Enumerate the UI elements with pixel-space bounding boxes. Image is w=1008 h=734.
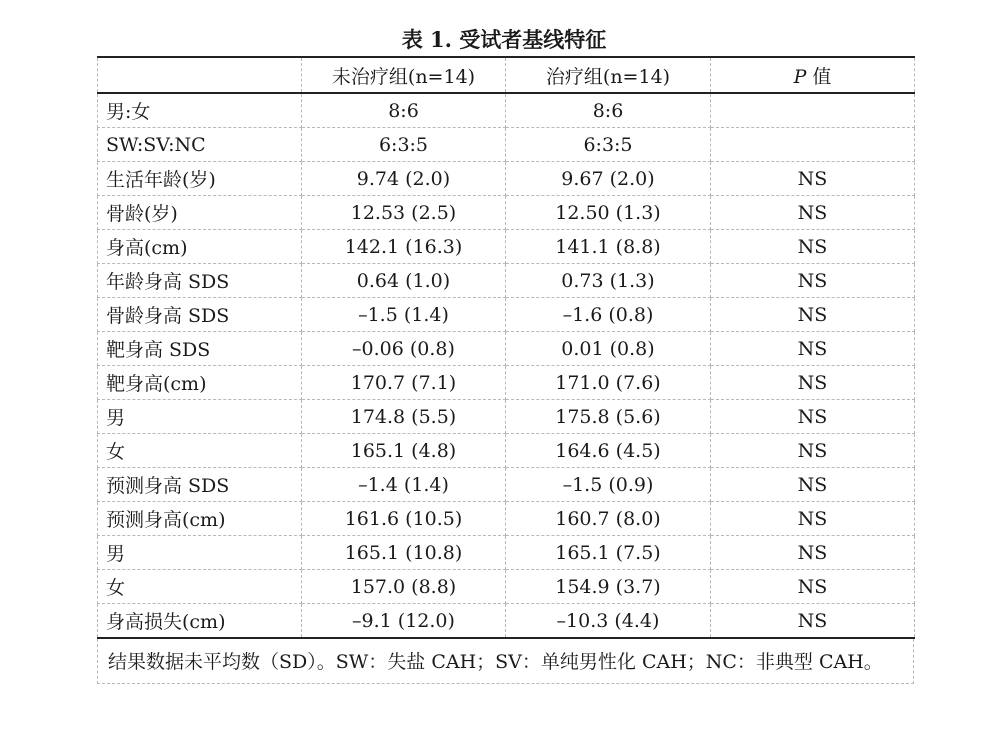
table-body: [98, 93, 915, 638]
row-label: 女: [98, 570, 302, 604]
table-row: [98, 468, 915, 502]
untreated-value: –1.4 (1.4): [302, 468, 506, 502]
baseline-characteristics-table: [97, 56, 915, 639]
header-p-letter: P: [793, 65, 807, 88]
treated-value: 164.6 (4.5): [506, 434, 711, 468]
untreated-value: –9.1 (12.0): [302, 604, 506, 639]
treated-value: 8:6: [506, 93, 711, 128]
header-treated-group: 治疗组(n=14): [506, 57, 711, 93]
treated-value: 175.8 (5.6): [506, 400, 711, 434]
row-label: 男: [98, 536, 302, 570]
row-label: 生活年龄(岁): [98, 162, 302, 196]
untreated-value: 174.8 (5.5): [302, 400, 506, 434]
treated-value: 160.7 (8.0): [506, 502, 711, 536]
table-row: [98, 128, 915, 162]
untreated-value: 161.6 (10.5): [302, 502, 506, 536]
treated-value: 0.01 (0.8): [506, 332, 711, 366]
untreated-value: 8:6: [302, 93, 506, 128]
baseline-table-container: [97, 56, 914, 684]
untreated-value: 157.0 (8.8): [302, 570, 506, 604]
p-value: NS: [711, 366, 915, 400]
table-row: [98, 604, 915, 639]
row-label: SW:SV:NC: [98, 128, 302, 162]
untreated-value: –0.06 (0.8): [302, 332, 506, 366]
treated-value: 6:3:5: [506, 128, 711, 162]
p-value: NS: [711, 604, 915, 639]
p-value: NS: [711, 536, 915, 570]
table-row: [98, 434, 915, 468]
row-label: 女: [98, 434, 302, 468]
p-value: NS: [711, 400, 915, 434]
row-label: 靶身高 SDS: [98, 332, 302, 366]
p-value: NS: [711, 502, 915, 536]
table-footnote: 结果数据未平均数（SD）。SW：失盐 CAH；SV：单纯男性化 CAH；NC：非典型 CAH。: [97, 639, 914, 684]
header-p-value: [711, 57, 915, 93]
table-row: [98, 332, 915, 366]
row-label: 预测身高 SDS: [98, 468, 302, 502]
untreated-value: 170.7 (7.1): [302, 366, 506, 400]
header-empty-cell: [98, 57, 302, 93]
table-row: [98, 230, 915, 264]
treated-value: 141.1 (8.8): [506, 230, 711, 264]
row-label: 男: [98, 400, 302, 434]
p-value: [711, 128, 915, 162]
row-label: 骨龄身高 SDS: [98, 298, 302, 332]
row-label: 身高(cm): [98, 230, 302, 264]
untreated-value: 165.1 (4.8): [302, 434, 506, 468]
p-value: NS: [711, 570, 915, 604]
table-row: [98, 502, 915, 536]
row-label: 骨龄(岁): [98, 196, 302, 230]
p-value: NS: [711, 332, 915, 366]
untreated-value: 142.1 (16.3): [302, 230, 506, 264]
row-label: 身高损失(cm): [98, 604, 302, 639]
row-label: 靶身高(cm): [98, 366, 302, 400]
treated-value: 154.9 (3.7): [506, 570, 711, 604]
table-header-row: [98, 57, 915, 93]
untreated-value: 12.53 (2.5): [302, 196, 506, 230]
p-value: NS: [711, 264, 915, 298]
p-value: NS: [711, 298, 915, 332]
table-row: [98, 570, 915, 604]
treated-value: 9.67 (2.0): [506, 162, 711, 196]
untreated-value: 9.74 (2.0): [302, 162, 506, 196]
table-row: [98, 298, 915, 332]
treated-value: 171.0 (7.6): [506, 366, 711, 400]
treated-value: 0.73 (1.3): [506, 264, 711, 298]
table-row: [98, 400, 915, 434]
p-value: NS: [711, 196, 915, 230]
p-value: NS: [711, 468, 915, 502]
table-row: [98, 93, 915, 128]
p-value: [711, 93, 915, 128]
row-label: 预测身高(cm): [98, 502, 302, 536]
untreated-value: 0.64 (1.0): [302, 264, 506, 298]
treated-value: –1.5 (0.9): [506, 468, 711, 502]
untreated-value: 165.1 (10.8): [302, 536, 506, 570]
header-untreated-group: 未治疗组(n=14): [302, 57, 506, 93]
table-row: [98, 536, 915, 570]
table-row: [98, 162, 915, 196]
table-title: 表 1. 受试者基线特征: [401, 27, 607, 52]
treated-value: –10.3 (4.4): [506, 604, 711, 639]
treated-value: 12.50 (1.3): [506, 196, 711, 230]
p-value: NS: [711, 230, 915, 264]
row-label: 年龄身高 SDS: [98, 264, 302, 298]
untreated-value: –1.5 (1.4): [302, 298, 506, 332]
p-value: NS: [711, 162, 915, 196]
table-row: [98, 264, 915, 298]
untreated-value: 6:3:5: [302, 128, 506, 162]
treated-value: 165.1 (7.5): [506, 536, 711, 570]
p-value: NS: [711, 434, 915, 468]
header-p-suffix: 值: [806, 65, 832, 88]
row-label: 男:女: [98, 93, 302, 128]
treated-value: –1.6 (0.8): [506, 298, 711, 332]
table-row: [98, 366, 915, 400]
table-row: [98, 196, 915, 230]
